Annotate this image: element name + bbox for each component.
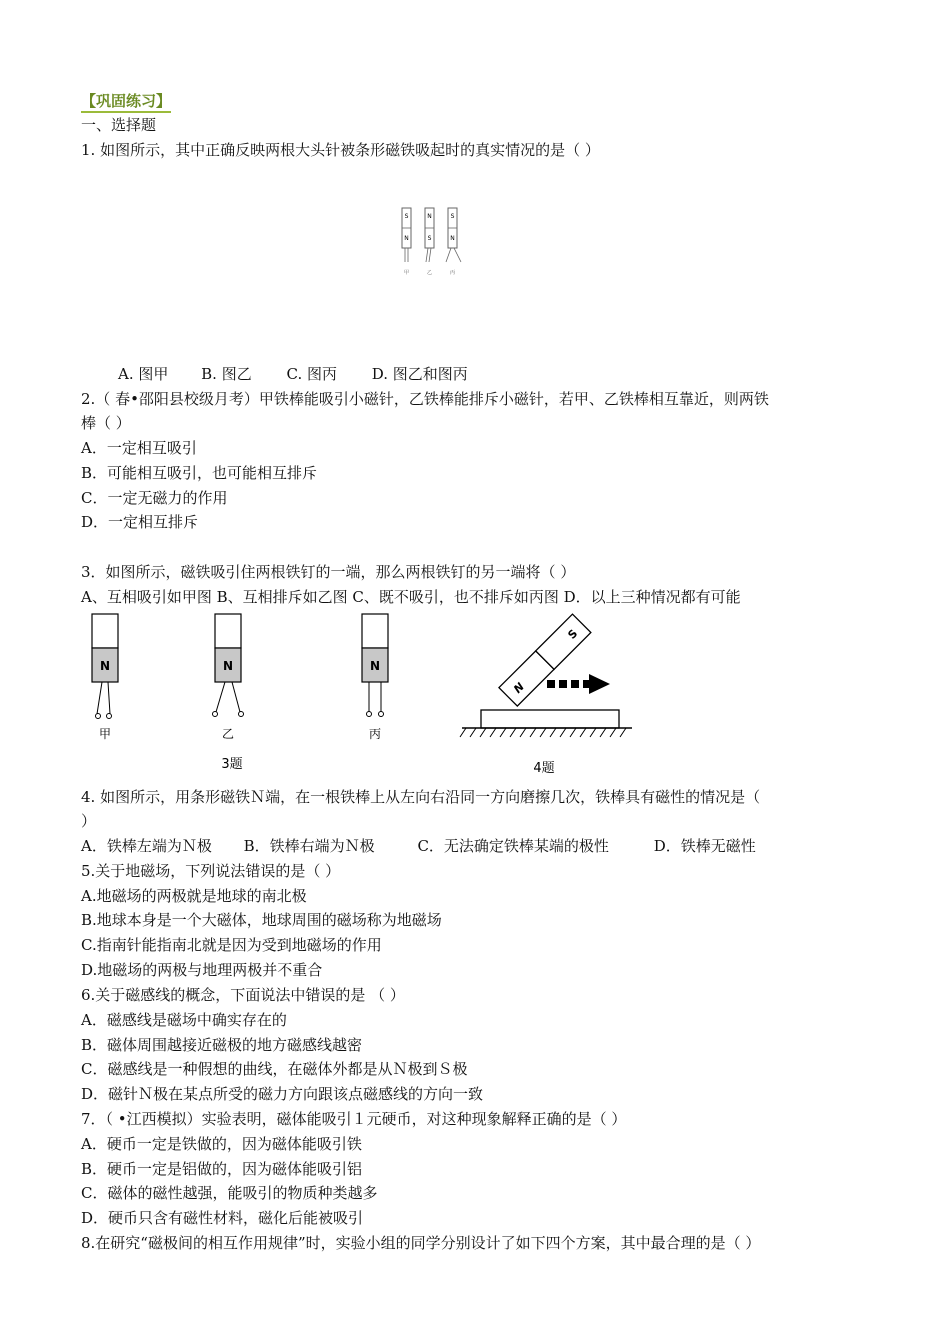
- q6-option-c: C．磁感线是一种假想的曲线，在磁体外都是从Ｎ极到Ｓ极: [81, 1060, 468, 1078]
- q5-option-d: D.地磁场的两极与地理两极并不重合: [81, 961, 323, 979]
- q3-magnet-yi: [213, 614, 244, 772]
- q1-option-a: A. 图甲: [118, 365, 169, 383]
- q6-option-b: B．磁体周围越接近磁极的地方磁感线越密: [81, 1036, 363, 1054]
- q3-label-jia: 甲: [98, 727, 112, 741]
- q7-option-b: B．硬币一定是铝做的，因为磁体能吸引铝: [81, 1160, 363, 1178]
- q4-option-d: D．铁棒无磁性: [653, 837, 756, 855]
- q1-jia-bottom-pole: N: [404, 235, 409, 242]
- q7-option-c: C．磁体的磁性越强，能吸引的物质种类越多: [81, 1184, 378, 1202]
- q1-label-jia: 甲: [403, 270, 410, 276]
- q6-stem: 6.关于磁感线的概念，下面说法中错误的是 （ ）: [81, 986, 405, 1004]
- q1-yi-top-pole: N: [427, 213, 432, 220]
- q1-option-d: D. 图乙和图丙: [371, 365, 468, 383]
- q4-stem-line2: ）: [81, 812, 97, 830]
- q2-stem-line1: 2.（ 春•邵阳县校级月考）甲铁棒能吸引小磁针，乙铁棒能排斥小磁针，若甲、乙铁棒相互靠近，则两铁: [81, 390, 769, 408]
- q3-magnet-jia: [92, 614, 118, 741]
- q3-bing-pole: N: [369, 659, 381, 673]
- q3-label-yi: 乙: [221, 727, 235, 741]
- q4-options: [81, 836, 756, 856]
- q3-nail: [216, 682, 225, 712]
- q3-yi-pole: N: [222, 659, 234, 673]
- q1-pin: [429, 248, 431, 262]
- q2-option-b: B．可能相互吸引，也可能相互排斥: [81, 464, 318, 482]
- q4-ground-hatching: [460, 728, 626, 737]
- q8-stem: 8.在研究“磁极间的相互作用规律”时，实验小组的同学分别设计了如下四个方案，其中最合理的是（ ）: [81, 1234, 761, 1252]
- q1-label-bing: 丙: [449, 270, 456, 276]
- q4-option-c: C．无法确定铁棒某端的极性: [417, 837, 609, 855]
- q5-option-b: B.地球本身是一个大磁体，地球周围的磁场称为地磁场: [81, 911, 442, 929]
- q4-option-a: A．铁棒左端为Ｎ极: [81, 837, 212, 855]
- q3-nail: [232, 682, 240, 712]
- q1-figure: [396, 206, 468, 278]
- q1-bing-bottom-pole: N: [450, 235, 455, 242]
- q2-stem-line2: 棒（ ）: [81, 414, 131, 432]
- q1-option-b: B. 图乙: [201, 365, 252, 383]
- q1-bing-top-pole: S: [450, 213, 455, 220]
- q3-stem: 3．如图所示，磁铁吸引住两根铁钉的一端，那么两根铁钉的另一端将（ ）: [81, 563, 576, 581]
- q4-option-b: B．铁棒右端为Ｎ极: [243, 837, 375, 855]
- q1-jia-top-pole: S: [404, 213, 409, 220]
- q4-magnet-s-pole: S: [565, 626, 581, 642]
- q1-label-yi: 乙: [426, 270, 433, 276]
- part-title: 一、选择题: [81, 116, 157, 134]
- q4-caption: 4题: [533, 761, 555, 776]
- q1-options: [118, 364, 468, 384]
- q4-bar-magnet: [499, 614, 591, 706]
- q3-nail: [108, 682, 110, 714]
- q7-stem: 7．（ •江西模拟）实验表明，磁体能吸引１元硬币，对这种现象解释正确的是（ ）: [81, 1110, 627, 1128]
- q6-option-d: D．磁针Ｎ极在某点所受的磁力方向跟该点磁感线的方向一致: [81, 1085, 484, 1103]
- q3-jia-pole: N: [99, 659, 111, 673]
- q1-pin: [454, 248, 461, 262]
- q1-pin: [446, 248, 451, 262]
- q3-label-bing: 丙: [368, 727, 382, 741]
- q4-iron-rod: [481, 710, 619, 728]
- q4-arrow: [547, 674, 610, 694]
- q4-stem-line1: 4. 如图所示，用条形磁铁Ｎ端，在一根铁棒上从左向右沿同一方向磨擦几次，铁棒具有磁性的情况是（: [81, 788, 761, 806]
- q3-caption: 3题: [221, 757, 243, 772]
- q5-stem: 5.关于地磁场，下列说法错误的是（ ）: [81, 862, 341, 880]
- q2-option-c: C．一定无磁力的作用: [81, 489, 228, 507]
- q6-option-a: A．磁感线是磁场中确实存在的: [81, 1011, 287, 1029]
- q2-option-a: A．一定相互吸引: [81, 439, 197, 457]
- q4-magnet-n-pole: N: [511, 680, 527, 696]
- q1-pin: [426, 248, 428, 262]
- q5-option-a: A.地磁场的两极就是地球的南北极: [81, 887, 307, 905]
- q7-option-d: D．硬币只含有磁性材料，磁化后能被吸引: [81, 1209, 364, 1227]
- q3-magnet-bing: [362, 614, 388, 741]
- q1-option-c: C. 图丙: [286, 365, 337, 383]
- q1-yi-bottom-pole: S: [427, 235, 432, 242]
- q7-option-a: A．硬币一定是铁做的，因为磁体能吸引铁: [81, 1135, 362, 1153]
- q5-option-c: C.指南针能指南北就是因为受到地磁场的作用: [81, 936, 382, 954]
- q3-nail: [97, 682, 102, 714]
- q2-option-d: D．一定相互排斥: [81, 513, 199, 531]
- section-title: 【巩固练习】: [81, 91, 171, 113]
- q4-diagram: [460, 614, 632, 776]
- q1-stem: 1. 如图所示，其中正确反映两根大头针被条形磁铁吸起时的真实情况的是（ ）: [81, 141, 600, 159]
- q3-options: A、互相吸引如甲图 B、互相排斥如乙图 C、既不吸引，也不排斥如丙图 D．以上三种情况都有可能: [81, 588, 741, 606]
- q3-q4-figure: [80, 612, 640, 780]
